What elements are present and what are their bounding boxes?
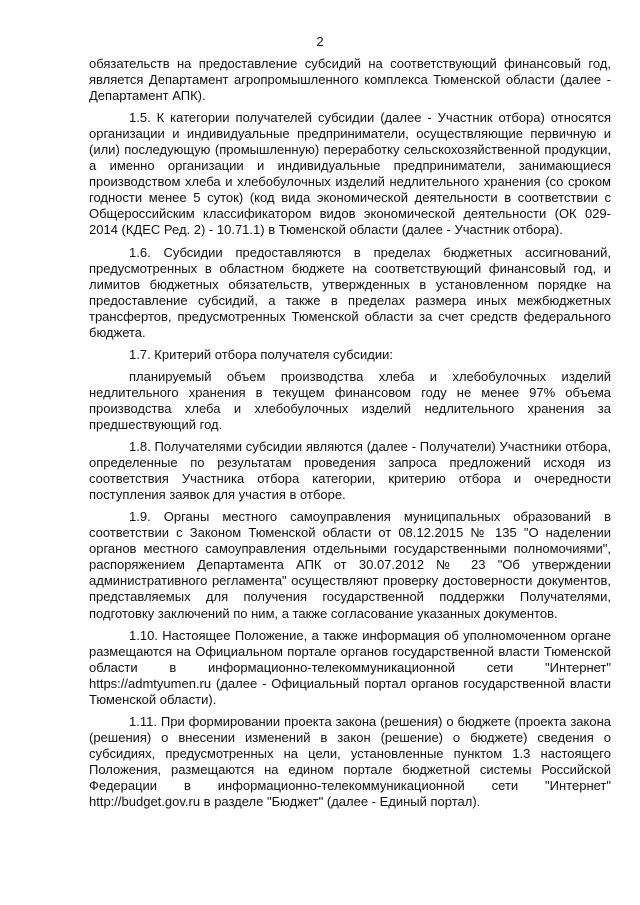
paragraph-1-7-criterion: планируемый объем производства хлеба и хлебобулочных изделий недлительного хранения в текущем финансовом году не менее 97% объема производства хлеба и хлебобулочных изделий недлительного хранения за предшествующий год. bbox=[89, 368, 611, 432]
paragraph-1-9: 1.9. Органы местного самоуправления муниципальных образований в соответствии с Законом Тюменской области от 08.12.2015 № 135 "О наделении органов местного самоуправления отдельными государственными полномочиями", распоряжением Департамента АПК от 30.07.2012 № 23 "Об утверждении административного регламента" осуществляют проверку достоверности документов, представляемых для получения государственной поддержки Получателями, подготовку заключений по ним, а также согласование указанных документов. bbox=[89, 509, 611, 621]
paragraph-1-7: 1.7. Критерий отбора получателя субсидии: bbox=[129, 346, 393, 362]
paragraph-1-11: 1.11. При формировании проекта закона (решения) о бюджете (проекта закона (решения) о внесении изменений в закон (решение) о бюджете) сведения о субсидиях, предусмотренных на цели, установленные пунктом 1.3 настоящего Положения, размещаются на едином портале бюджетной системы Российской Федерации в информационно-телекоммуникационной сети "Интернет" http://budget.gov.ru в разделе "Бюджет" (далее - Единый портал). bbox=[89, 713, 611, 810]
paragraph-1-6: 1.6. Субсидии предоставляются в пределах бюджетных ассигнований, предусмотренных в областном бюджете на соответствующий финансовый год, и лимитов бюджетных обязательств, утвержденных в установленном порядке на предоставление субсидий, а также в пределах размера иных межбюджетных трансфертов, предусмотренных Тюменской области за счет средств федерального бюджета. bbox=[89, 244, 611, 340]
document-body bbox=[89, 56, 611, 810]
paragraph-1-5: 1.5. К категории получателей субсидии (далее - Участник отбора) относятся организации и индивидуальные предприниматели, осуществляющие первичную и (или) последующую (промышленную) переработку сельскохозяйственной продукции, а именно организации и индивидуальные предприниматели, занимающиеся производством хлеба и хлебобулочных изделий недлительного хранения (со сроком годности менее 5 суток) (код вида экономической деятельности в соответствии с Общероссийским классификатором видов экономической деятельности (ОК 029-2014 (КДЕС Ред. 2) - 10.71.1) в Тюменской области (далее - Участник отбора). bbox=[89, 110, 611, 238]
paragraph-continuation: обязательств на предоставление субсидий на соответствующий финансовый год, является Департамент агропромышленного комплекса Тюменской области (далее - Департамент АПК). bbox=[89, 56, 611, 104]
paragraph-1-8: 1.8. Получателями субсидии являются (далее - Получатели) Участники отбора, определенные по результатам проведения запроса предложений исходя из соответствия Участника отбора категории, критерию отбора и очередности поступления заявок для участия в отборе. bbox=[89, 439, 611, 503]
paragraph-1-10: 1.10. Настоящее Положение, а также информация об уполномоченном органе размещаются на Официальном портале органов государственной власти Тюменской области в информационно-телекоммуникационной сети "Интернет" https://admtyumen.ru (далее - Официальный портал органов государственной власти Тюменской области). bbox=[89, 627, 611, 707]
page-number: 2 bbox=[316, 34, 324, 49]
